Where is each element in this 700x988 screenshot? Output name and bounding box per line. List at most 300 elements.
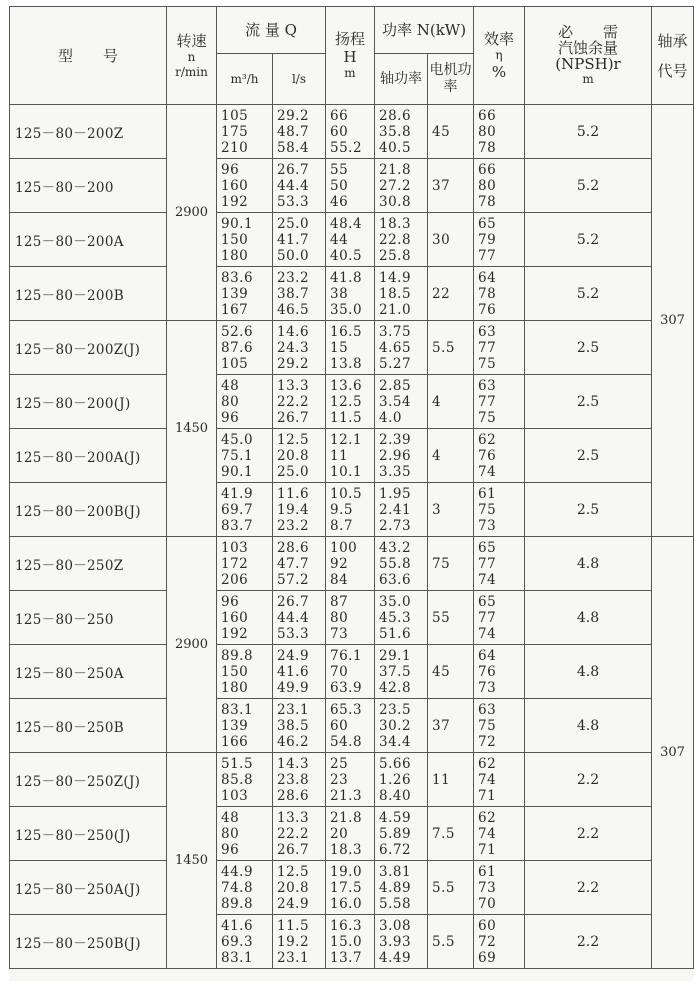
- flow-m3h-cell-value: 87.6: [221, 339, 254, 356]
- flow-m3h-cell-value: 85.8: [221, 771, 254, 788]
- flow-ls-cell-value: 50.0: [277, 247, 310, 264]
- shaft-power-cell-value: 35.8: [379, 123, 412, 140]
- efficiency-cell: [474, 807, 525, 861]
- head-cell-value: 16.0: [330, 895, 363, 912]
- efficiency-cell-value: 75: [478, 355, 497, 372]
- head-cell-value: 100: [330, 539, 358, 556]
- flow-m3h-cell-value: 75.1: [221, 447, 254, 464]
- efficiency-cell-value: 63: [478, 701, 497, 718]
- motor-power-cell: [428, 699, 474, 753]
- shaft-power-cell-value: 2.73: [379, 517, 412, 534]
- efficiency-cell-value: 75: [478, 501, 497, 518]
- flow-m3h-cell-value: 41.9: [221, 485, 254, 502]
- npsh-cell: [525, 267, 652, 321]
- npsh-cell-value: 4.8: [576, 609, 600, 626]
- efficiency-cell-value: 62: [478, 755, 497, 772]
- header-head-unit: m: [344, 66, 356, 80]
- flow-ls-cell: [273, 861, 326, 915]
- table-row: [10, 159, 694, 213]
- efficiency-cell-value: 75: [478, 409, 497, 426]
- npsh-cell: [525, 483, 652, 537]
- flow-m3h-cell-value: 160: [221, 609, 249, 626]
- efficiency-cell-value: 66: [478, 107, 497, 124]
- shaft-power-cell: [375, 429, 428, 483]
- speed-cell: [167, 537, 217, 753]
- flow-ls-cell-value: 38.7: [277, 285, 310, 302]
- head-cell-value: 44: [330, 231, 349, 248]
- table-row: [10, 753, 694, 807]
- head-cell-value: 87: [330, 593, 349, 610]
- model-cell: [10, 861, 167, 915]
- flow-ls-cell-value: 23.2: [277, 269, 310, 286]
- head-cell-value: 70: [330, 663, 349, 680]
- speed-cell: [167, 105, 217, 321]
- table-row: [10, 321, 694, 375]
- flow-ls-cell: [273, 915, 326, 969]
- table-row: [10, 375, 694, 429]
- shaft-power-cell: [375, 483, 428, 537]
- bearing-cell-value: 307: [660, 745, 685, 760]
- flow-m3h-cell: [217, 645, 273, 699]
- head-cell-value: 50: [330, 177, 349, 194]
- npsh-cell: [525, 321, 652, 375]
- head-cell-value: 63.9: [330, 679, 363, 696]
- head-cell-value: 54.8: [330, 733, 363, 750]
- motor-power-cell: [428, 321, 474, 375]
- head-cell-value: 10.5: [330, 485, 363, 502]
- model-cell-value: 125－80－250A(J): [15, 881, 141, 898]
- head-cell: [326, 861, 375, 915]
- flow-m3h-cell-value: 150: [221, 231, 249, 248]
- model-cell: [10, 267, 167, 321]
- flow-m3h-cell-value: 139: [221, 285, 249, 302]
- flow-ls-cell: [273, 267, 326, 321]
- npsh-cell: [525, 861, 652, 915]
- motor-power-cell: [428, 159, 474, 213]
- shaft-power-cell-value: 37.5: [379, 663, 412, 680]
- npsh-cell-value: 2.2: [576, 771, 600, 788]
- model-cell: [10, 105, 167, 159]
- header-eff-title: 效率: [484, 30, 515, 48]
- flow-ls-cell-value: 28.6: [277, 539, 310, 556]
- motor-power-cell-value: 45: [432, 123, 451, 140]
- table-row: [10, 537, 694, 591]
- head-cell: [326, 645, 375, 699]
- motor-power-cell: [428, 753, 474, 807]
- head-cell: [326, 105, 375, 159]
- model-cell: [10, 753, 167, 807]
- shaft-power-cell-value: 2.96: [379, 447, 412, 464]
- flow-ls-cell: [273, 807, 326, 861]
- flow-ls-cell: [273, 645, 326, 699]
- flow-m3h-cell-value: 51.5: [221, 755, 254, 772]
- head-cell: [326, 591, 375, 645]
- table-row: [10, 699, 694, 753]
- motor-power-cell-value: 3: [432, 501, 442, 518]
- flow-m3h-cell-value: 45.0: [221, 431, 254, 448]
- table-row: [10, 429, 694, 483]
- head-cell: [326, 699, 375, 753]
- flow-m3h-cell-value: 150: [221, 663, 249, 680]
- efficiency-cell-value: 80: [478, 123, 497, 140]
- efficiency-cell-value: 64: [478, 647, 497, 664]
- motor-power-cell-value: 5.5: [432, 339, 455, 356]
- efficiency-cell-value: 78: [478, 193, 497, 210]
- shaft-power-cell-value: 30.2: [379, 717, 412, 734]
- model-cell-value: 125－80－250A: [15, 665, 124, 682]
- head-cell-value: 21.8: [330, 809, 363, 826]
- npsh-cell-value: 4.8: [576, 555, 600, 572]
- flow-m3h-cell-value: 105: [221, 107, 249, 124]
- npsh-cell-value: 4.8: [576, 717, 600, 734]
- header-flow: [217, 7, 326, 54]
- head-cell-value: 16.3: [330, 917, 363, 934]
- flow-ls-cell-value: 22.2: [277, 393, 310, 410]
- header-head: [326, 7, 375, 105]
- shaft-power-cell: [375, 915, 428, 969]
- flow-ls-cell-value: 22.2: [277, 825, 310, 842]
- flow-m3h-cell-value: 96: [221, 841, 240, 858]
- model-cell: [10, 591, 167, 645]
- efficiency-cell-value: 80: [478, 177, 497, 194]
- shaft-power-cell-value: 3.75: [379, 323, 412, 340]
- model-cell: [10, 699, 167, 753]
- model-cell-value: 125－80－250: [15, 611, 114, 628]
- flow-m3h-cell-value: 192: [221, 193, 249, 210]
- shaft-power-cell-value: 3.54: [379, 393, 412, 410]
- shaft-power-cell: [375, 753, 428, 807]
- flow-m3h-cell-value: 80: [221, 393, 240, 410]
- flow-ls-cell-value: 53.3: [277, 193, 310, 210]
- head-cell-value: 19.0: [330, 863, 363, 880]
- model-cell-value: 125－80－250Z: [15, 557, 124, 574]
- header-head-symbol: H: [343, 48, 357, 66]
- flow-m3h-cell: [217, 537, 273, 591]
- shaft-power-cell: [375, 807, 428, 861]
- npsh-cell: [525, 159, 652, 213]
- flow-ls-cell-value: 12.5: [277, 431, 310, 448]
- model-cell-value: 125－80－200A: [15, 233, 124, 250]
- flow-m3h-cell-value: 210: [221, 139, 249, 156]
- flow-m3h-cell: [217, 105, 273, 159]
- header-model-label: 型 号: [57, 46, 118, 65]
- head-cell-value: 9.5: [330, 501, 353, 518]
- efficiency-cell-value: 77: [478, 555, 497, 572]
- flow-m3h-cell: [217, 375, 273, 429]
- flow-m3h-cell-value: 90.1: [221, 463, 254, 480]
- flow-ls-cell-value: 38.5: [277, 717, 310, 734]
- head-cell-value: 48.4: [330, 215, 363, 232]
- head-cell: [326, 915, 375, 969]
- model-cell: [10, 915, 167, 969]
- shaft-power-cell-value: 40.5: [379, 139, 412, 156]
- efficiency-cell: [474, 861, 525, 915]
- efficiency-cell-value: 79: [478, 231, 497, 248]
- pump-spec-table: [9, 6, 694, 969]
- efficiency-cell-value: 65: [478, 215, 497, 232]
- shaft-power-cell-value: 4.59: [379, 809, 412, 826]
- table-row: [10, 645, 694, 699]
- motor-power-cell-value: 55: [432, 609, 451, 626]
- efficiency-cell-value: 61: [478, 485, 497, 502]
- flow-m3h-cell: [217, 483, 273, 537]
- header-model: [10, 7, 167, 105]
- head-cell-value: 20: [330, 825, 349, 842]
- head-cell-value: 76.1: [330, 647, 363, 664]
- flow-ls-cell-value: 11.5: [277, 917, 310, 934]
- shaft-power-cell: [375, 213, 428, 267]
- flow-ls-cell: [273, 375, 326, 429]
- head-cell-value: 66: [330, 107, 349, 124]
- model-cell: [10, 429, 167, 483]
- head-cell-value: 25: [330, 755, 349, 772]
- flow-m3h-cell-value: 80: [221, 825, 240, 842]
- header-flow-m3h-label: m³/h: [230, 71, 259, 86]
- flow-m3h-cell-value: 166: [221, 733, 249, 750]
- shaft-power-cell-value: 23.5: [379, 701, 412, 718]
- flow-m3h-cell-value: 96: [221, 593, 240, 610]
- flow-m3h-cell-value: 206: [221, 571, 249, 588]
- efficiency-cell: [474, 375, 525, 429]
- npsh-cell: [525, 645, 652, 699]
- header-speed-unit: n: [187, 49, 196, 64]
- shaft-power-cell: [375, 159, 428, 213]
- speed-cell-value: 2900: [174, 637, 209, 652]
- efficiency-cell-value: 63: [478, 377, 497, 394]
- head-cell-value: 10.1: [330, 463, 363, 480]
- shaft-power-cell-value: 43.2: [379, 539, 412, 556]
- npsh-cell-value: 2.2: [576, 825, 600, 842]
- efficiency-cell: [474, 645, 525, 699]
- flow-m3h-cell: [217, 213, 273, 267]
- shaft-power-cell-value: 22.8: [379, 231, 412, 248]
- efficiency-cell: [474, 483, 525, 537]
- shaft-power-cell: [375, 105, 428, 159]
- flow-m3h-cell-value: 105: [221, 355, 249, 372]
- flow-ls-cell-value: 26.7: [277, 841, 310, 858]
- flow-ls-cell-value: 29.2: [277, 355, 310, 372]
- npsh-cell: [525, 699, 652, 753]
- motor-power-cell-value: 37: [432, 177, 451, 194]
- efficiency-cell: [474, 267, 525, 321]
- flow-ls-cell-value: 13.3: [277, 377, 310, 394]
- shaft-power-cell-value: 3.35: [379, 463, 412, 480]
- efficiency-cell: [474, 159, 525, 213]
- motor-power-cell-value: 4: [432, 393, 442, 410]
- flow-m3h-cell-value: 83.7: [221, 517, 254, 534]
- head-cell-value: 92: [330, 555, 349, 572]
- header-speed-sub: r/min: [175, 64, 208, 79]
- head-cell-value: 16.5: [330, 323, 363, 340]
- efficiency-cell-value: 74: [478, 463, 497, 480]
- head-cell-value: 60: [330, 123, 349, 140]
- flow-m3h-cell-value: 89.8: [221, 647, 254, 664]
- flow-ls-cell-value: 19.2: [277, 933, 310, 950]
- flow-m3h-cell-value: 96: [221, 409, 240, 426]
- motor-power-cell-value: 22: [432, 285, 451, 302]
- flow-ls-cell: [273, 159, 326, 213]
- head-cell-value: 15.0: [330, 933, 363, 950]
- efficiency-cell: [474, 213, 525, 267]
- head-cell: [326, 753, 375, 807]
- npsh-cell: [525, 213, 652, 267]
- flow-ls-cell-value: 28.6: [277, 787, 310, 804]
- flow-m3h-cell-value: 83.1: [221, 701, 254, 718]
- shaft-power-cell: [375, 267, 428, 321]
- efficiency-cell-value: 75: [478, 717, 497, 734]
- efficiency-cell-value: 76: [478, 447, 497, 464]
- head-cell-value: 38: [330, 285, 349, 302]
- flow-ls-cell-value: 19.4: [277, 501, 310, 518]
- model-cell-value: 125－80－250B(J): [15, 935, 141, 952]
- efficiency-cell-value: 77: [478, 247, 497, 264]
- flow-m3h-cell-value: 180: [221, 247, 249, 264]
- shaft-power-cell-value: 5.66: [379, 755, 412, 772]
- motor-power-cell: [428, 267, 474, 321]
- efficiency-cell: [474, 699, 525, 753]
- flow-ls-cell-value: 44.4: [277, 177, 310, 194]
- motor-power-cell-value: 5.5: [432, 933, 455, 950]
- shaft-power-cell-value: 30.8: [379, 193, 412, 210]
- efficiency-cell-value: 72: [478, 933, 497, 950]
- efficiency-cell-value: 63: [478, 323, 497, 340]
- model-cell-value: 125－80－200: [15, 179, 114, 196]
- model-cell: [10, 483, 167, 537]
- flow-ls-cell-value: 23.1: [277, 701, 310, 718]
- flow-ls-cell-value: 14.6: [277, 323, 310, 340]
- flow-ls-cell-value: 13.3: [277, 809, 310, 826]
- head-cell: [326, 213, 375, 267]
- npsh-cell: [525, 429, 652, 483]
- efficiency-cell-value: 61: [478, 863, 497, 880]
- flow-ls-cell-value: 26.7: [277, 409, 310, 426]
- efficiency-cell-value: 78: [478, 285, 497, 302]
- head-cell-value: 80: [330, 609, 349, 626]
- shaft-power-cell-value: 6.72: [379, 841, 412, 858]
- flow-ls-cell-value: 23.2: [277, 517, 310, 534]
- motor-power-cell: [428, 537, 474, 591]
- shaft-power-cell: [375, 861, 428, 915]
- head-cell-value: 11.5: [330, 409, 363, 426]
- flow-ls-cell-value: 47.7: [277, 555, 310, 572]
- head-cell-value: 60: [330, 717, 349, 734]
- flow-m3h-cell: [217, 429, 273, 483]
- flow-ls-cell-value: 24.9: [277, 647, 310, 664]
- bearing-cell: [652, 105, 694, 537]
- efficiency-cell-value: 69: [478, 949, 497, 966]
- shaft-power-cell: [375, 321, 428, 375]
- head-cell-value: 73: [330, 625, 349, 642]
- head-cell-value: 84: [330, 571, 349, 588]
- head-cell-value: 15: [330, 339, 349, 356]
- flow-m3h-cell-value: 52.6: [221, 323, 254, 340]
- header-npsh-line1: 必 需: [558, 23, 619, 41]
- flow-m3h-cell-value: 90.1: [221, 215, 254, 232]
- flow-m3h-cell-value: 89.8: [221, 895, 254, 912]
- efficiency-cell-value: 74: [478, 625, 497, 642]
- flow-ls-cell-value: 46.2: [277, 733, 310, 750]
- shaft-power-cell: [375, 699, 428, 753]
- header-npsh-line3: (NPSH)r: [555, 55, 621, 73]
- efficiency-cell: [474, 105, 525, 159]
- flow-ls-cell-value: 26.7: [277, 161, 310, 178]
- flow-ls-cell: [273, 213, 326, 267]
- shaft-power-cell-value: 1.95: [379, 485, 412, 502]
- flow-ls-cell-value: 41.6: [277, 663, 310, 680]
- shaft-power-cell-value: 8.40: [379, 787, 412, 804]
- shaft-power-cell-value: 2.39: [379, 431, 412, 448]
- flow-ls-cell: [273, 591, 326, 645]
- head-cell-value: 12.5: [330, 393, 363, 410]
- head-cell-value: 11: [330, 447, 349, 464]
- header-shaft-power-label: 轴功率: [380, 71, 422, 87]
- bearing-cell-value: 307: [660, 313, 685, 328]
- flow-m3h-cell: [217, 321, 273, 375]
- npsh-cell-value: 5.2: [576, 123, 600, 140]
- head-cell-value: 17.5: [330, 879, 363, 896]
- flow-ls-cell: [273, 699, 326, 753]
- head-cell-value: 13.8: [330, 355, 363, 372]
- flow-m3h-cell: [217, 159, 273, 213]
- efficiency-cell-value: 73: [478, 517, 497, 534]
- head-cell: [326, 483, 375, 537]
- flow-m3h-cell-value: 175: [221, 123, 249, 140]
- flow-ls-cell-value: 25.0: [277, 215, 310, 232]
- flow-ls-cell-value: 20.8: [277, 447, 310, 464]
- shaft-power-cell-value: 2.85: [379, 377, 412, 394]
- shaft-power-cell-value: 4.0: [379, 409, 402, 426]
- shaft-power-cell-value: 21.8: [379, 161, 412, 178]
- header-motor-power: [428, 54, 474, 105]
- header-flow-ls-label: l/s: [291, 71, 307, 86]
- table-row: [10, 105, 694, 159]
- flow-ls-cell: [273, 537, 326, 591]
- npsh-cell-value: 2.5: [576, 339, 600, 356]
- shaft-power-cell: [375, 591, 428, 645]
- shaft-power-cell-value: 63.6: [379, 571, 412, 588]
- flow-ls-cell: [273, 321, 326, 375]
- spec-table-page: [9, 6, 693, 981]
- npsh-cell: [525, 915, 652, 969]
- model-cell-value: 125－80－200B: [15, 287, 124, 304]
- shaft-power-cell-value: 51.6: [379, 625, 412, 642]
- header-eff-symbol: η: [495, 48, 503, 62]
- speed-cell: [167, 321, 217, 537]
- table-row: [10, 915, 694, 969]
- flow-ls-cell-value: 49.9: [277, 679, 310, 696]
- flow-m3h-cell-value: 172: [221, 555, 249, 572]
- table-row: [10, 267, 694, 321]
- flow-m3h-cell-value: 44.9: [221, 863, 254, 880]
- flow-m3h-cell-value: 103: [221, 787, 249, 804]
- flow-m3h-cell-value: 96: [221, 161, 240, 178]
- model-cell: [10, 159, 167, 213]
- shaft-power-cell-value: 35.0: [379, 593, 412, 610]
- header-eff-unit: %: [491, 63, 507, 81]
- flow-ls-cell: [273, 753, 326, 807]
- shaft-power-cell-value: 55.8: [379, 555, 412, 572]
- shaft-power-cell-value: 5.27: [379, 355, 412, 372]
- header-bearing-line1: 轴承: [657, 31, 688, 50]
- model-cell: [10, 375, 167, 429]
- npsh-cell: [525, 591, 652, 645]
- flow-m3h-cell-value: 192: [221, 625, 249, 642]
- flow-m3h-cell-value: 69.7: [221, 501, 254, 518]
- speed-cell-value: 1450: [174, 421, 209, 436]
- npsh-cell-value: 2.5: [576, 447, 600, 464]
- header-shaft-power: [375, 54, 428, 105]
- shaft-power-cell-value: 2.41: [379, 501, 412, 518]
